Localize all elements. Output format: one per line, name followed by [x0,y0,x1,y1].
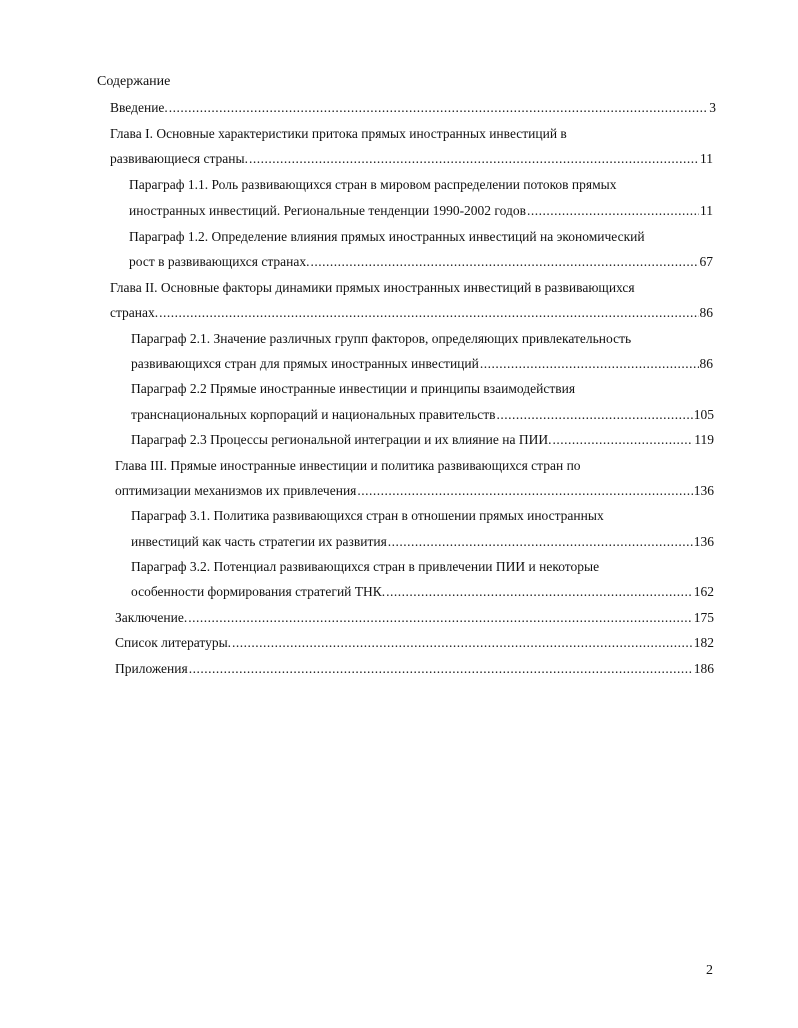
dot-leader [480,355,699,373]
toc-page-number: 3 [709,100,716,115]
toc-entry-chapter-1[interactable] [110,150,713,168]
toc-page-number: 105 [693,407,714,422]
toc-entry-text: особенности формирования стратегий ТНК. [131,584,386,599]
dot-leader [552,431,693,449]
dot-leader [189,660,693,678]
toc-page-number: 182 [693,635,714,650]
dot-leader [527,202,699,220]
dot-leader [311,253,699,271]
toc-entry-section-2-1[interactable] [131,355,713,373]
toc-page-number: 136 [693,483,714,498]
toc-entry-text: Приложения [115,661,188,676]
dot-leader [386,583,693,601]
dot-leader [249,150,699,168]
dot-leader [497,406,693,424]
toc-entry-text: оптимизации механизмов их привлечения [115,483,357,498]
toc-entry-section-2-2[interactable] [131,406,714,424]
toc-entry-chapter-1-line1[interactable]: Глава I. Основные характеристики притока прямых иностранных инвестиций в [110,126,567,141]
toc-page-number: 67 [699,254,713,269]
toc-entry-text: странах. [110,305,159,320]
toc-page-number: 136 [693,534,714,549]
toc-entry-section-3-1-line1[interactable]: Параграф 3.1. Политика развивающихся стран в отношении прямых иностранных [131,508,604,523]
dot-leader [159,304,698,322]
toc-page-number: 162 [693,584,714,599]
toc-entry-section-3-2-line1[interactable]: Параграф 3.2. Потенциал развивающихся стран в привлечении ПИИ и некоторые [131,559,600,574]
toc-entry-section-2-1-line1[interactable]: Параграф 2.1. Значение различных групп факторов, определяющих привлекательность [131,331,632,346]
toc-entry-text: Заключение. [115,610,188,625]
dot-leader [169,99,708,117]
toc-entry-text: развивающихся стран для прямых иностранных инвестиций [131,356,479,371]
toc-entry-text: Список литературы. [115,635,232,650]
toc-entry-section-1-1-line1[interactable]: Параграф 1.1. Роль развивающихся стран в мировом распределении потоков прямых [129,177,617,192]
page-title: Содержание [97,74,171,89]
toc-entry-section-1-1[interactable] [129,202,713,220]
toc-entry-appendix[interactable] [115,660,714,678]
toc-entry-text: Введение. [110,100,168,115]
toc-entry-section-2-3[interactable] [131,431,714,449]
toc-entry-section-1-2-line1[interactable]: Параграф 1.2. Определение влияния прямых иностранных инвестиций на экономический [129,229,645,244]
toc-page-number: 86 [699,305,713,320]
toc-entry-section-3-2[interactable] [131,583,714,601]
toc-page-number: 175 [693,610,714,625]
toc-entry-literature[interactable] [115,634,714,652]
toc-entry-chapter-3-line1[interactable]: Глава III. Прямые иностранные инвестиции и политика развивающихся стран по [115,458,581,473]
dot-leader [357,482,692,500]
dot-leader [232,634,693,652]
toc-entry-chapter-2[interactable] [110,304,713,322]
toc-page-number: 86 [699,356,713,371]
toc-entry-text: развивающиеся страны. [110,151,248,166]
toc-entry-chapter-2-line1[interactable]: Глава II. Основные факторы динамики прямых иностранных инвестиций в развивающихся [110,280,635,295]
toc-entry-section-1-2[interactable] [129,253,713,271]
toc-page-number: 186 [693,661,714,676]
toc-entry-section-2-2-line1[interactable]: Параграф 2.2 Прямые иностранные инвестиции и принципы взаимодействия [131,381,576,396]
toc-page-number: 11 [700,151,713,166]
toc-entry-intro[interactable] [110,99,716,117]
toc-entry-text: инвестиций как часть стратегии их развития [131,534,387,549]
toc-entry-text: рост в развивающихся странах. [129,254,310,269]
toc-page-number: 11 [700,203,713,218]
dot-leader [388,533,693,551]
dot-leader [188,609,693,627]
toc-entry-text: Параграф 2.3 Процессы региональной интеграции и их влияние на ПИИ. [131,432,552,447]
toc-page-number: 119 [694,432,714,447]
toc-entry-chapter-3[interactable] [115,482,714,500]
toc-entry-text: транснациональных корпораций и национальных правительств [131,407,496,422]
page-number: 2 [706,963,713,978]
toc-entry-text: иностранных инвестиций. Региональные тенденции 1990-2002 годов [129,203,526,218]
toc-entry-section-3-1[interactable] [131,533,714,551]
toc-entry-conclusion[interactable] [115,609,714,627]
